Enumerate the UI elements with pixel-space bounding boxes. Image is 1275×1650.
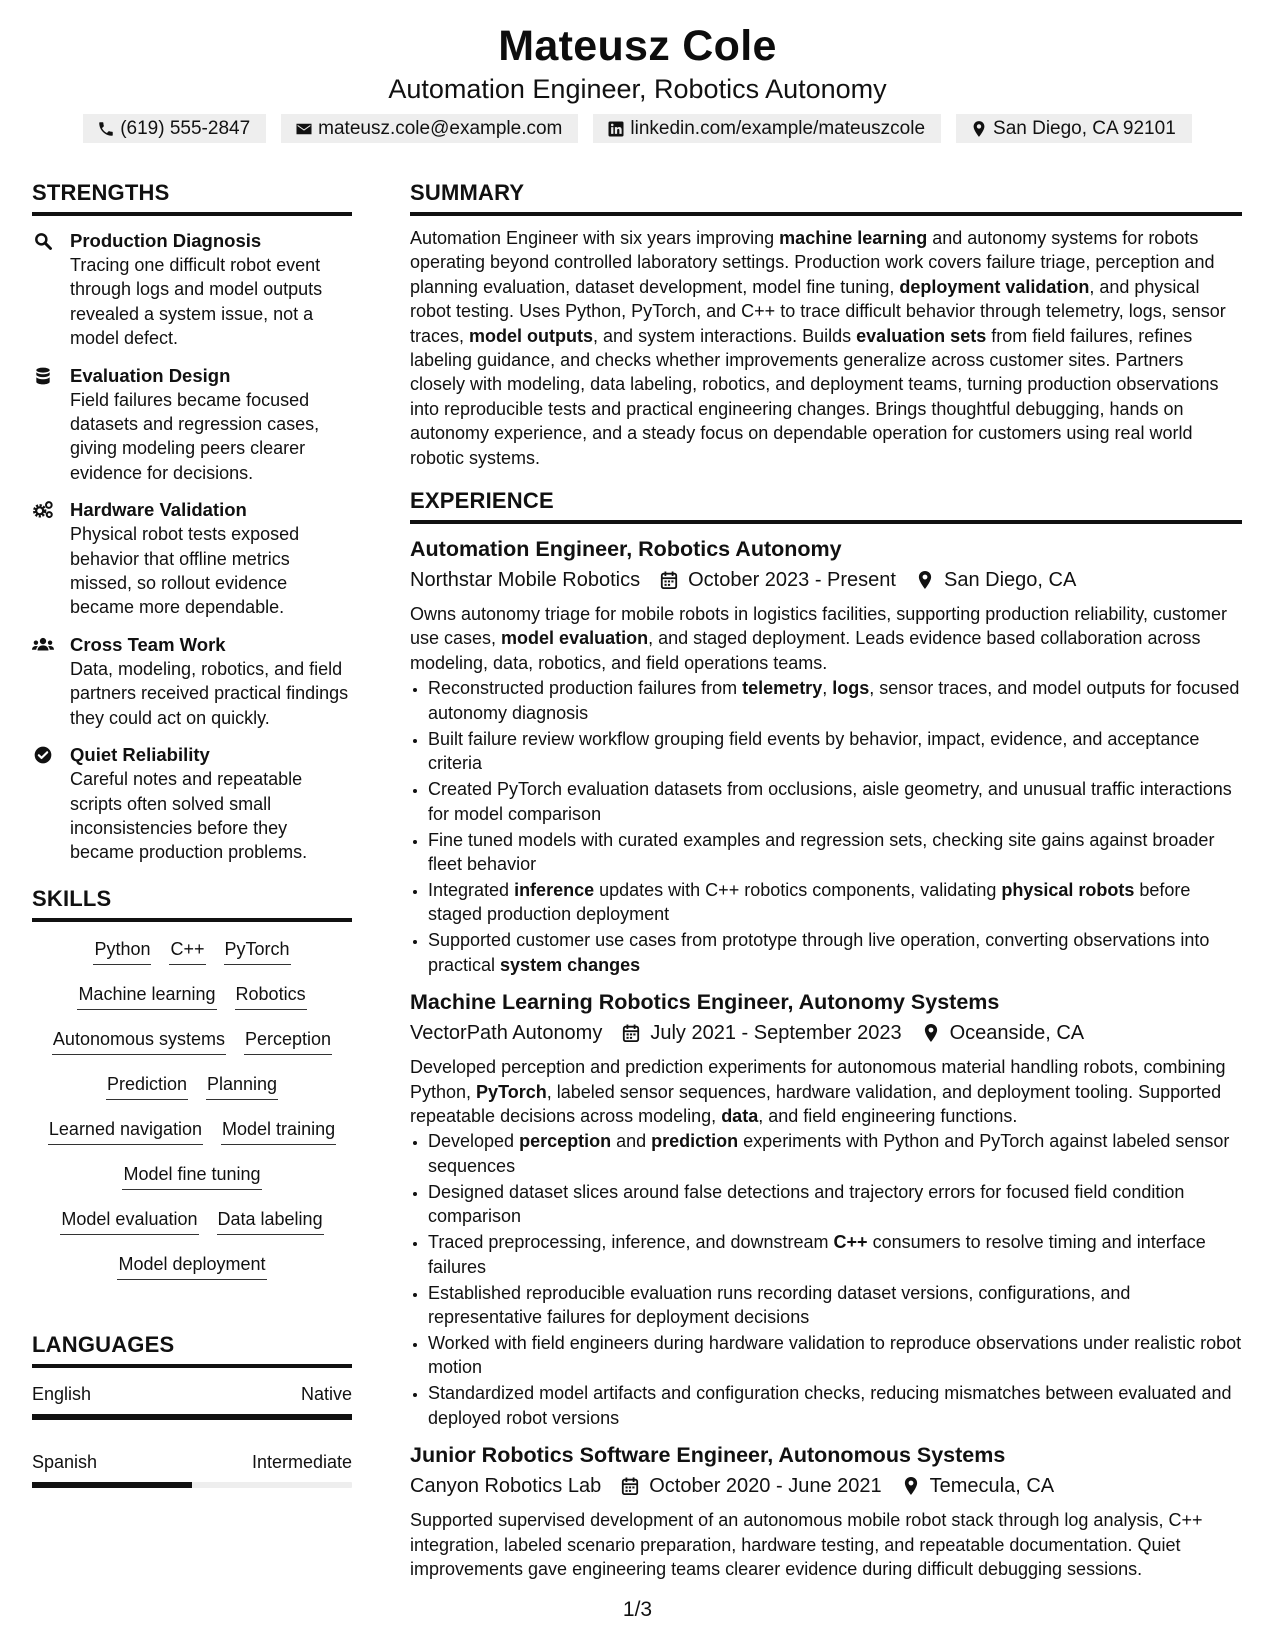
job-description: Supported supervised development of an autonomous mobile robot stack through log analysis, C++ integration, labeled scenario preparation, hardware testing, and repeatable documentation. Quiet improvements gave engineering teams clearer evidence during difficult debugging sessions. (410, 1510, 1203, 1579)
left-column (32, 178, 352, 1488)
job-title: Junior Robotics Software Engineer, Autonomous Systems (410, 1443, 1006, 1468)
language-name: Spanish (32, 1451, 98, 1472)
skill-tag: C++ (169, 936, 205, 965)
job-title: Automation Engineer, Robotics Autonomy (410, 537, 842, 562)
map-pin-icon (922, 1023, 940, 1043)
language-item (32, 1382, 352, 1420)
contact-linkedin[interactable] (593, 114, 941, 143)
job-bullet: • Standardized model artifacts and configuration checks, reducing mismatches between evaluated and deployed robot versions (428, 1381, 1242, 1430)
experience-entry (410, 1440, 1242, 1581)
language-level: Native (300, 1383, 352, 1404)
calendar-icon (622, 1023, 640, 1043)
language-proficiency-fill (32, 1414, 352, 1420)
map-pin-icon (970, 120, 988, 138)
map-pin-icon (916, 570, 934, 590)
job-bullet: • Designed dataset slices around false detections and trajectory errors for focused field condition comparison (428, 1180, 1242, 1229)
search-icon (32, 231, 54, 251)
skill-tag: Autonomous systems (52, 1026, 226, 1055)
strength-title: Evaluation Design (70, 364, 231, 386)
job-title: Machine Learning Robotics Engineer, Autonomy Systems (410, 990, 1000, 1015)
skills-heading: SKILLS (32, 884, 352, 922)
skill-tag: Model evaluation (60, 1206, 198, 1235)
summary-heading: SUMMARY (410, 178, 1242, 216)
job-bullet: • Created PyTorch evaluation datasets from occlusions, aisle geometry, and unusual traffic interactions for model comparison (428, 777, 1242, 826)
job-bullet: • Reconstructed production failures from telemetry, logs, sensor traces, and model outputs for focused autonomy diagnosis (428, 676, 1242, 725)
strength-title: Cross Team Work (70, 633, 226, 655)
skill-tag: Prediction (106, 1071, 188, 1100)
strength-description: Data, modeling, robotics, and field partners received practical findings they could act on quickly. (70, 658, 349, 728)
language-item (32, 1450, 352, 1488)
job-bullets (410, 676, 1242, 977)
users-icon (32, 635, 54, 655)
language-proficiency-bar (32, 1414, 352, 1420)
job-bullet: • Developed perception and prediction experiments with Python and PyTorch against labeled sensor sequences (428, 1129, 1242, 1178)
summary-text: Automation Engineer with six years improving machine learning and autonomy systems for robots operating beyond controlled laboratory settings. Production work covers failure triage, perception and planning evaluation, dataset development, model fine tuning, deployment validation, and physical robot testing. Uses Python, PyTorch, and C++ to trace difficult behavior through telemetry, logs, sensor traces, model outputs, and system interactions. Builds evaluation sets from field failures, refines labeling guidance, and checks whether improvements generalize across customer sites. Partners closely with modeling, data labeling, robotics, and deployment teams, turning production observations into reproducible tests and practical engineering changes. Brings thoughtful debugging, hands on autonomy experience, and a steady focus on dependable operation for customers using real world robotic systems. (410, 228, 1226, 468)
strength-item (32, 363, 352, 486)
experience-heading: EXPERIENCE (410, 486, 1242, 524)
job-bullets (410, 1129, 1242, 1430)
skills-list (32, 936, 352, 1296)
calendar-icon (660, 570, 678, 590)
skill-tag: Perception (244, 1026, 332, 1055)
check-circle-icon (32, 745, 54, 765)
strength-title: Quiet Reliability (70, 744, 210, 766)
language-name: English (32, 1383, 92, 1404)
skill-tag: Machine learning (77, 981, 216, 1010)
skill-tag: Model training (221, 1116, 336, 1145)
experience-entry (410, 987, 1242, 1430)
strength-title: Production Diagnosis (70, 230, 262, 251)
job-company: Northstar Mobile Robotics (410, 569, 641, 592)
job-dates: October 2020 - June 2021 (649, 1475, 882, 1498)
job-description: Developed perception and prediction experiments for autonomous material handling robots, combining Python, PyTorch, labeled sensor sequences, hardware validation, and deployment tooling. Supported repeatable decisions across modeling, data, and field engineering functions. (410, 1057, 1226, 1126)
contact-phone-text: (619) 555-2847 (120, 117, 251, 139)
job-location: Temecula, CA (929, 1475, 1055, 1498)
strengths-list (32, 228, 352, 865)
skill-tag: Planning (206, 1071, 278, 1100)
envelope-icon (295, 120, 313, 138)
job-company: Canyon Robotics Lab (410, 1475, 602, 1498)
contact-email-text: mateusz.cole@example.com (318, 117, 563, 139)
gears-icon (32, 500, 54, 520)
skill-tag: Model fine tuning (122, 1161, 261, 1190)
languages-heading: LANGUAGES (32, 1330, 352, 1368)
skill-tag: Data labeling (217, 1206, 324, 1235)
calendar-icon (621, 1476, 639, 1496)
contact-location (956, 114, 1192, 143)
job-bullet: • Fine tuned models with curated examples and regression sets, checking site gains against broader fleet behavior (428, 828, 1242, 877)
job-bullet: • Integrated inference updates with C++ robotics components, validating physical robots before staged production deployment (428, 878, 1242, 927)
strength-description: Tracing one difficult robot event through logs and model outputs revealed a system issue, not a model defect. (70, 255, 323, 349)
skill-tag: Python (93, 936, 151, 965)
skill-tag: PyTorch (224, 936, 291, 965)
job-location: San Diego, CA (943, 569, 1077, 592)
skill-tag: Model deployment (117, 1251, 266, 1280)
map-pin-icon (902, 1476, 920, 1496)
job-company: VectorPath Autonomy (410, 1022, 603, 1045)
strength-item (32, 497, 352, 620)
job-bullet: • Established reproducible evaluation runs recording dataset versions, configurations, and representative failures for deployment decisions (428, 1281, 1242, 1330)
contact-linkedin-text: linkedin.com/example/mateuszcole (630, 117, 926, 139)
strengths-heading: STRENGTHS (32, 178, 352, 216)
job-meta (410, 565, 1242, 595)
strength-item (32, 228, 352, 351)
job-bullet: • Traced preprocessing, inference, and downstream C++ consumers to resolve timing and interface failures (428, 1230, 1242, 1279)
contact-location-text: San Diego, CA 92101 (993, 117, 1176, 139)
contact-email[interactable] (281, 114, 578, 143)
phone-icon (97, 120, 115, 138)
strength-description: Field failures became focused datasets and regression cases, giving modeling peers clearer evidence for decisions. (70, 389, 320, 483)
job-location: Oceanside, CA (949, 1022, 1085, 1045)
job-bullet: • Worked with field engineers during hardware validation to reproduce observations under realistic robot motion (428, 1331, 1242, 1380)
right-column (410, 178, 1242, 1581)
strength-description: Physical robot tests exposed behavior that offline metrics missed, so rollout evidence became more dependable. (70, 524, 300, 618)
strength-item (32, 742, 352, 865)
job-description: Owns autonomy triage for mobile robots in logistics facilities, supporting production reliability, customer use cases, model evaluation, and staged deployment. Leads evidence based collaboration across modeling, data, robotics, and field operations teams. (410, 604, 1228, 673)
job-dates: July 2021 - September 2023 (650, 1022, 902, 1045)
language-level: Intermediate (251, 1451, 352, 1472)
linkedin-icon (607, 120, 625, 138)
job-meta (410, 1018, 1242, 1048)
language-proficiency-bar (32, 1482, 352, 1488)
experience-entry (410, 534, 1242, 977)
job-dates: October 2023 - Present (688, 569, 896, 592)
job-bullet: • Built failure review workflow grouping field events by behavior, impact, evidence, and acceptance criteria (428, 727, 1242, 776)
candidate-headline: Automation Engineer, Robotics Autonomy (388, 74, 887, 104)
database-icon (32, 366, 54, 386)
page-indicator: 1/3 (622, 1598, 653, 1621)
strength-title: Hardware Validation (70, 499, 247, 521)
job-bullet: • Supported customer use cases from prototype through live operation, converting observations into practical system changes (428, 928, 1242, 977)
skill-tag: Robotics (235, 981, 307, 1010)
strength-item (32, 632, 352, 730)
skill-tag: Learned navigation (48, 1116, 203, 1145)
language-proficiency-fill (32, 1482, 192, 1488)
job-meta (410, 1471, 1242, 1501)
contact-bar (0, 114, 1275, 143)
contact-phone[interactable] (83, 114, 266, 143)
strength-description: Careful notes and repeatable scripts often solved small inconsistencies before they became production problems. (70, 769, 308, 863)
candidate-name: Mateusz Cole (498, 22, 777, 70)
